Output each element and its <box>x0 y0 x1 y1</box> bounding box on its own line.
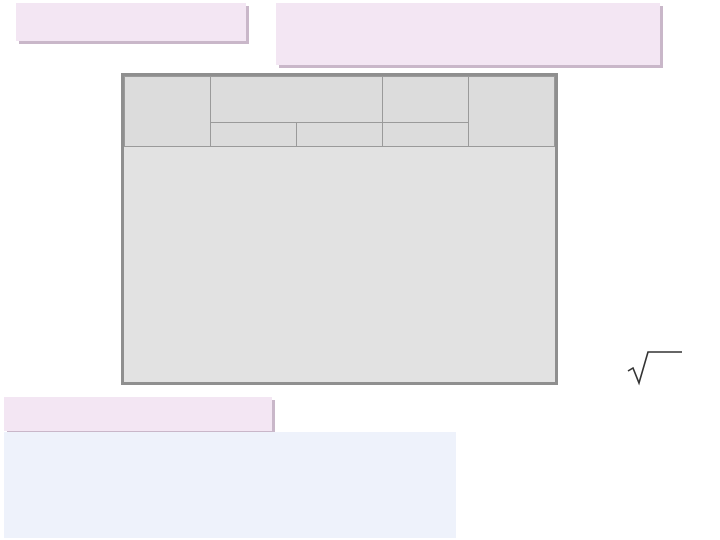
interval-table-body <box>125 147 555 382</box>
header-just-intonation <box>211 77 383 123</box>
header-interval-name <box>125 77 211 147</box>
header-equal-temperament <box>383 77 469 123</box>
european-scale-title-box <box>4 397 272 431</box>
scale-ratio-row <box>4 432 456 485</box>
interval-header-row <box>125 77 555 123</box>
european-scale-table <box>4 432 456 538</box>
interval-table <box>124 76 555 382</box>
interval-table-image <box>121 73 558 385</box>
header-cents-just <box>297 123 383 147</box>
header-cents-equal <box>383 123 469 147</box>
scale-frequency-row <box>4 485 456 538</box>
header-number-of-semitones <box>469 77 555 147</box>
slide-title <box>16 3 246 41</box>
radical-sign-icon <box>628 352 682 383</box>
subtitle-box <box>276 3 660 65</box>
header-freq-ratio <box>211 123 297 147</box>
twelfth-root-of-two-formula <box>598 346 684 386</box>
